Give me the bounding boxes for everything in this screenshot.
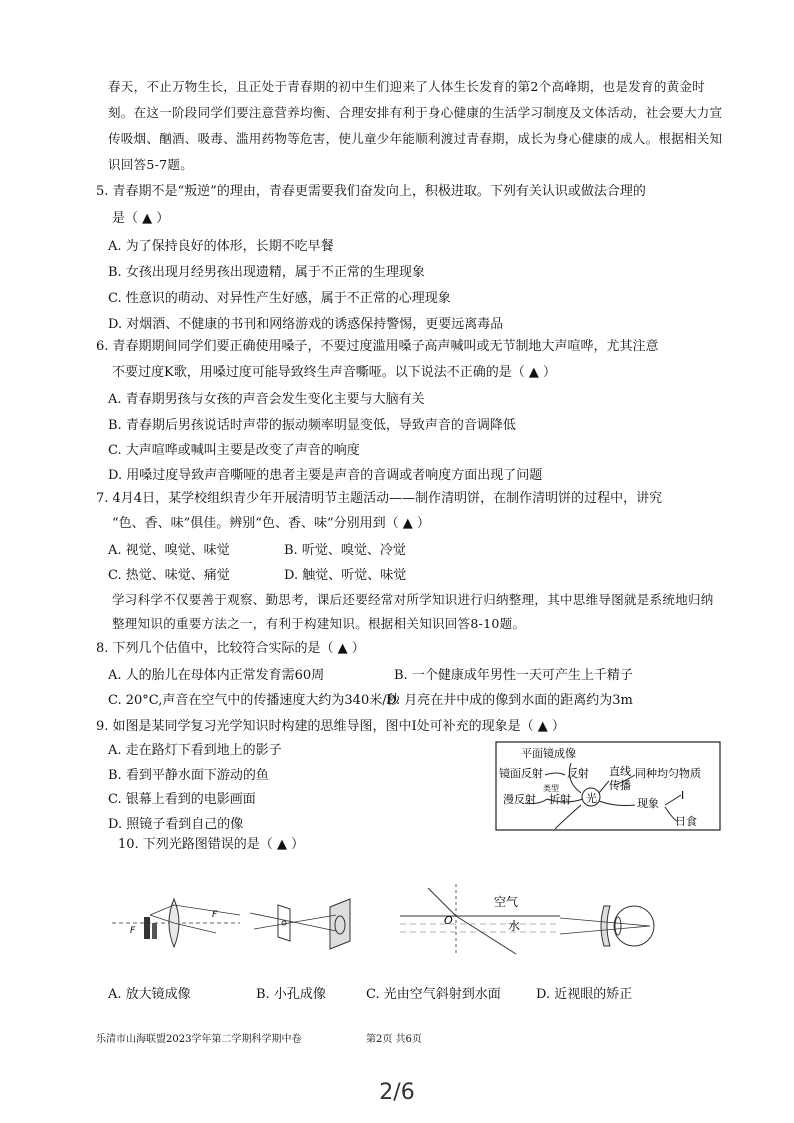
- q6-stem: 6. 青春期期间同学们要正确使用嗓子，不要过度滥用嗓子高声喊叫或无节制地大声喧哗，尤其注意: [96, 339, 659, 354]
- q5-option-c: C. 性意识的萌动、对异性产生好感，属于不正常的心理现象: [108, 291, 451, 306]
- magnifier-diagram: [112, 893, 240, 953]
- q7-stem-cont: “色、香、味”俱佳。辨别“色、香、味”分别用到（ ▲ ）: [112, 516, 430, 531]
- q10-option-c: C. 光由空气斜射到水面: [366, 987, 501, 1002]
- q8-stem: 8. 下列几个估值中，比较符合实际的是（ ▲ ）: [96, 641, 365, 656]
- footer-exam-title: 乐清市山海联盟2023学年第二学期科学期中卷: [96, 1034, 302, 1045]
- mindmap-type: 类型: [543, 784, 559, 793]
- q5-option-d: D. 对烟酒、不健康的书刊和网络游戏的诱惑保持警惕，更要远离毒品: [108, 317, 504, 332]
- q9-option-b: B. 看到平静水面下游动的鱼: [108, 768, 269, 783]
- optics-mind-map: [495, 741, 721, 831]
- mindmap-medium: 同种均匀物质: [635, 767, 701, 780]
- q5-stem-cont: 是（ ▲ ）: [112, 211, 170, 226]
- mindmap-roman-one: Ⅰ: [681, 789, 685, 802]
- q5-stem: 5. 青春期不是“叛逆”的理由，青春更需要我们奋发向上，积极进取。下列有关认识或做法合理的: [96, 184, 646, 199]
- q10-option-d: D. 近视眼的矫正: [536, 987, 633, 1002]
- q6-stem-cont: 不要过度K歌，用嗓过度可能导致终生声音嘶哑。以下说法不正确的是（ ▲ ）: [112, 365, 556, 380]
- mindmap-refraction: 折射: [549, 793, 571, 806]
- mindmap-straight-1: 直线: [609, 765, 631, 778]
- q9-stem: 9. 如图是某同学复习光学知识时构建的思维导图，图中Ⅰ处可补充的现象是（ ▲ ）: [96, 719, 565, 734]
- q6-option-b: B. 青春期后男孩说话时声带的振动频率明显变低，导致声音的音调降低: [108, 418, 516, 433]
- mindmap-eclipse: 日食: [675, 815, 697, 828]
- focus-label-left: F: [130, 926, 136, 936]
- intro-paragraph-1: 春天，不止万物生长，且正处于青春期的初中生们迎来了人体生长发育的第2个高峰期，也是发育的黄金时刻。在这一阶段同学们要注意营养均衡、合理安排有利于身心健康的生活学习制度及文体活动，社会要大力宣传吸烟、酗酒、吸毒、滥用药物等危害，使儿童少年能顺利渡过青春期，成长为身心健康的成人。根据相关知识回答5-7题。: [108, 79, 723, 172]
- q10-option-a: A. 放大镜成像: [108, 987, 191, 1002]
- mindmap-top-label: 平面镜成像: [521, 747, 576, 760]
- q5-option-b: B. 女孩出现月经男孩出现遗精，属于不正常的生理现象: [108, 265, 425, 280]
- origin-label: O: [444, 914, 453, 927]
- focus-label-right: F: [212, 910, 218, 920]
- mindmap-phenomenon: 现象: [637, 797, 659, 810]
- myopia-correction-diagram: [560, 900, 660, 952]
- candle-object: [144, 917, 150, 939]
- q8-option-d: D. 月亮在井中成的像到水面的距离约为3m: [386, 693, 633, 708]
- q9-option-d: D. 照镜子看到自己的像: [108, 817, 244, 832]
- q8-option-c: C. 20°C,声音在空气中的传播速度大约为340米/秒: [108, 693, 400, 708]
- q7-option-d: D. 触觉、听觉、味觉: [284, 568, 407, 583]
- pinhole-diagram: [250, 895, 362, 951]
- q7-option-b: B. 听觉、嗅觉、冷觉: [284, 543, 406, 558]
- q5-option-a: A. 为了保持良好的体形，长期不吃早餐: [108, 239, 334, 254]
- q6-option-a: A. 青春期男孩与女孩的声音会发生变化主要与大脑有关: [108, 392, 425, 407]
- q9-option-a: A. 走在路灯下看到地上的影子: [108, 743, 282, 758]
- footer-page-count: 第2页 共6页: [366, 1034, 422, 1045]
- q9-option-c: C. 银幕上看到的电影画面: [108, 792, 256, 807]
- q7-stem: 7. 4月4日，某学校组织青少年开展清明节主题活动——制作清明饼，在制作清明饼的过程中，讲究: [96, 491, 663, 506]
- intro-paragraph-2: 学习科学不仅要善于观察、勤思考，课后还要经常对所学知识进行归纳整理，其中思维导图就是系统地归纳整理知识的重要方法之一，有利于构建知识。根据相关知识回答8-10题。: [112, 592, 714, 631]
- q7-option-a: A. 视觉、嗅觉、味觉: [108, 543, 230, 558]
- mindmap-center-label: 光: [586, 792, 597, 805]
- refraction-diagram: [400, 884, 560, 956]
- mindmap-reflection: 反射: [567, 767, 589, 780]
- q10-option-b: B. 小孔成像: [256, 987, 326, 1002]
- mindmap-straight-2: 传播: [609, 779, 631, 792]
- q8-option-a: A. 人的胎儿在母体内正常发育需60周: [108, 668, 325, 683]
- air-label: 空气: [494, 895, 519, 909]
- q6-option-d: D. 用嗓过度导致声音嘶哑的患者主要是声音的音调或者响度方面出现了问题: [108, 468, 543, 483]
- q7-option-c: C. 热觉、味觉、痛觉: [108, 568, 230, 583]
- q6-option-c: C. 大声喧哗或喊叫主要是改变了声音的响度: [108, 443, 360, 458]
- q10-stem: 10. 下列光路图错误的是（ ▲ ）: [118, 837, 305, 852]
- mindmap-mirror-reflection: 镜面反射: [499, 767, 543, 780]
- q8-option-b: B. 一个健康成年男性一天可产生上千精子: [394, 668, 633, 683]
- page-indicator: 2/6: [379, 1080, 415, 1105]
- water-label: 水: [508, 919, 521, 933]
- mindmap-diffuse: 漫反射: [503, 793, 536, 806]
